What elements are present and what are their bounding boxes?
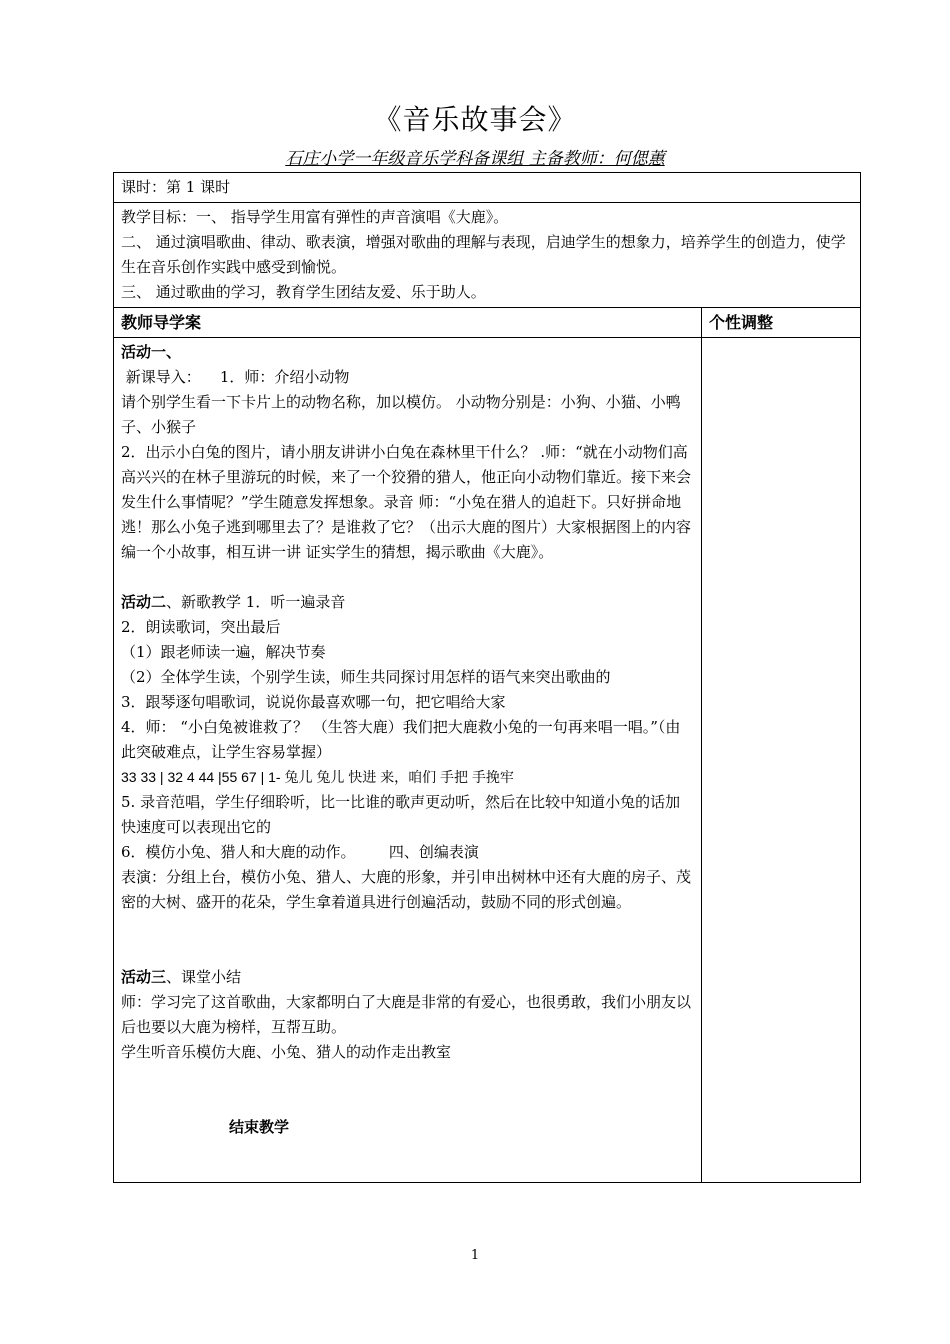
content-row (114, 338, 861, 1183)
blank-line (121, 565, 694, 590)
activity-1-label: 活动一、 (121, 343, 182, 361)
blank-line (121, 1065, 694, 1090)
activity-1-heading (121, 340, 694, 365)
objectives-cell (114, 203, 861, 308)
activity-2-heading (121, 590, 694, 615)
activity-3-line-1: 师：学习完了这首歌曲，大家都明白了大鹿是非常的有爱心，也很勇敢，我们小朋友以后也要以大鹿为榜样，互帮互助。 (121, 993, 692, 1036)
objective-2: 二、 通过演唱歌曲、律动、歌表演，增强对歌曲的理解与表现，启迪学生的想象力，培养学生的创造力，使学生在音乐创作实践中感受到愉悦。 (121, 233, 846, 276)
activity-1-line-2: 请个别学生看一下卡片上的动物名称，加以模仿。 小动物分别是：小狗、小猫、小鸭子、小猴子 (121, 393, 681, 436)
activity-2-line-4: 3．跟琴逐句唱歌词，说说你最喜欢哪一句，把它唱给大家 (121, 693, 506, 711)
lesson-plan-table (113, 172, 861, 1183)
activity-1-line-3: 2．出示小白兔的图片，请小朋友讲讲小白兔在森林里干什么？ .师：“就在小动物们高高兴兴的在林子里游玩的时候，来了一个狡猾的猎人，他正向小动物们靠近。接下来会发生什么事情呢？”学生随意发挥想象。录音 师：“小兔在猎人的追赶下。只好拼命地逃！那么小兔子逃到哪里去了？是谁救了它？（出示大鹿的图片）大家根据图上的内容编一个小故事，相互讲一讲 证实学生的猜想，揭示歌曲《大鹿》。 (121, 443, 692, 561)
objectives-row (114, 203, 861, 308)
closing-line (121, 1115, 694, 1140)
lesson-period-cell: 课时：第 1 课时 (114, 173, 861, 203)
objective-3: 三、 通过歌曲的学习，教育学生团结友爱、乐于助人。 (121, 283, 486, 301)
blank-line (121, 915, 694, 940)
activity-2-line-2: （1）跟老师读一遍，解决节奏 (121, 643, 326, 661)
document-title: 《音乐故事会》 (373, 103, 577, 136)
subtitle-text: 石庄小学一年级音乐学科备课组 主备教师：何偲蕙 (285, 149, 665, 169)
activity-2-line-9: 表演：分组上台，模仿小兔、猎人、大鹿的形象，并引申出树林中还有大鹿的房子、茂密的大树、盛开的花朵，学生拿着道具进行创遍活动，鼓励不同的形式创遍。 (121, 868, 692, 911)
blank-line (121, 940, 694, 965)
activity-2-heading-text: 、新歌教学 1．听一遍录音 (166, 593, 346, 611)
main-column-header: 教师导学案 (114, 308, 702, 338)
header-row (114, 308, 861, 338)
activity-3-line-2: 学生听音乐模仿大鹿、小兔、猎人的动作走出教室 (121, 1043, 452, 1061)
lesson-period-row (114, 173, 861, 203)
activity-2-line-8: 6．模仿小兔、猎人和大鹿的动作。 四、创编表演 (121, 843, 479, 861)
activity-2-line-5: 4．师： “小白兔被谁救了？ （生答大鹿）我们把大鹿救小兔的一句再来唱一唱。”（由此突破难点，让学生容易掌握） (121, 718, 681, 761)
adjustment-cell (702, 338, 861, 1183)
activity-3-heading (121, 965, 694, 990)
activity-2-line-7: 5. 录音范唱，学生仔细聆听，比一比谁的歌声更动听，然后在比较中知道小兔的话加快速度可以表现出它的 (121, 793, 681, 836)
blank-line (121, 1090, 694, 1115)
activity-1-line-1: 新课导入： 1．师：介绍小动物 (121, 368, 350, 386)
objective-1: 教学目标：一、 指导学生用富有弹性的声音演唱《大鹿》。 (121, 208, 509, 226)
notation-line: 33 33 | 32 4 44 |55 67 | 1- 兔儿 兔儿 快进 来，咱们 手把 手挽牢 (121, 769, 514, 785)
document-subtitle (0, 148, 950, 170)
side-column-header: 个性调整 (702, 308, 861, 338)
teaching-plan-cell (114, 338, 702, 1183)
activity-3-heading-text: 、课堂小结 (166, 968, 242, 986)
activity-2-line-1: 2．朗读歌词，突出最后 (121, 618, 281, 636)
activity-3-label: 活动三 (121, 968, 167, 986)
activity-2-line-3: （2）全体学生读，个别学生读，师生共同探讨用怎样的语气来突出歌曲的 (121, 668, 611, 686)
activity-2-label: 活动二 (121, 593, 167, 611)
closing-text: 结束教学 (229, 1118, 290, 1136)
page-number: 1 (470, 1248, 480, 1263)
